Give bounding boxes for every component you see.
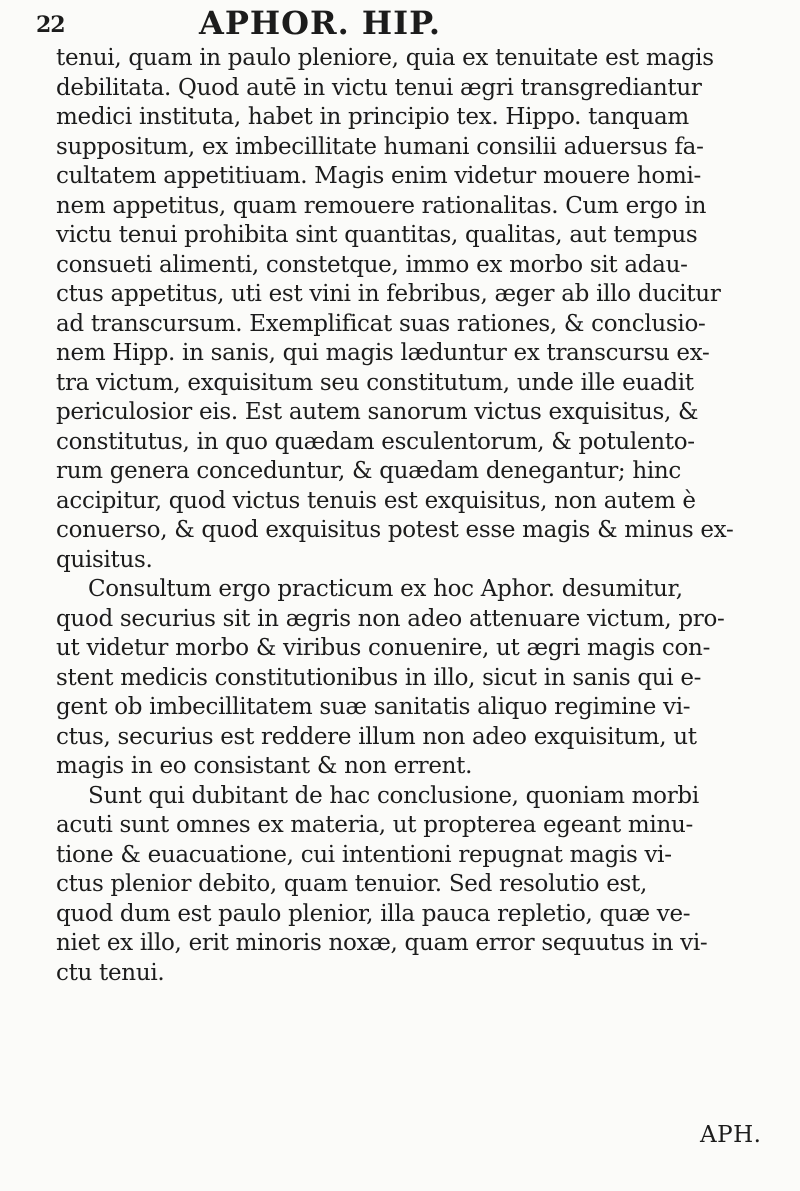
text-line: ad transcursum. Exemplificat suas rationes, & conclusio- <box>56 310 706 337</box>
text-line: ctus plenior debito, quam tenuior. Sed resolutio est, <box>56 871 647 897</box>
text-line: magis in eo consistant & non errent. <box>56 753 473 779</box>
text-line: nem Hipp. in sanis, qui magis læduntur ex transcursu ex- <box>56 340 710 366</box>
text-line: conuerso, & quod exquisitus potest esse magis & minus ex- <box>56 517 734 543</box>
text-line: ctu tenui. <box>56 959 165 986</box>
text-line: quisitus. <box>56 546 153 573</box>
text-line: cultatem appetitiuam. Magis enim videtur mouere homi- <box>56 163 702 189</box>
text-line: consueti alimenti, constetque, immo ex morbo sit adau- <box>56 251 688 278</box>
text-line: quod dum est paulo plenior, illa pauca repletio, quæ ve- <box>56 900 691 927</box>
text-line: acuti sunt omnes ex materia, ut propterea egeant minu- <box>56 812 693 838</box>
text-line: victu tenui prohibita sint quantitas, qualitas, aut tempus <box>56 222 698 248</box>
text-line: ut videtur morbo & viribus conuenire, ut ægri magis con- <box>56 635 711 661</box>
text-line: niet ex illo, erit minoris noxæ, quam error sequutus in vi- <box>56 930 708 956</box>
page-number: 22 <box>36 12 65 38</box>
text-line: stent medicis constitutionibus in illo, sicut in sanis qui e- <box>56 664 702 691</box>
text-line: quod securius sit in ægris non adeo attenuare victum, pro- <box>56 605 725 632</box>
text-line: tenui, quam in paulo pleniore, quia ex tenuitate est magis <box>56 45 714 71</box>
body-text <box>56 44 792 988</box>
text-line: nem appetitus, quam remouere rationalitas. Cum ergo in <box>56 192 707 219</box>
text-line: accipitur, quod victus tenuis est exquisitus, non autem è <box>56 487 696 514</box>
text-line: ctus, securius est reddere illum non adeo exquisitum, ut <box>56 723 697 750</box>
text-line: ctus appetitus, uti est vini in febribus, æger ab illo ducitur <box>56 281 721 307</box>
text-line: medici instituta, habet in principio tex. Hippo. tanquam <box>56 104 689 130</box>
catchword: APH. <box>700 1122 762 1148</box>
text-line: constitutus, in quo quædam esculentorum, & potulento- <box>56 428 695 455</box>
paragraph-first-line: Sunt qui dubitant de hac conclusione, quoniam morbi <box>88 782 699 809</box>
page-header <box>36 4 764 40</box>
text-line: tra victum, exquisitum seu constitutum, unde ille euadit <box>56 369 694 396</box>
text-line: periculosior eis. Est autem sanorum victus exquisitus, & <box>56 399 699 425</box>
text-line: debilitata. Quod autē in victu tenui ægri transgrediantur <box>56 74 702 101</box>
text-line: gent ob imbecillitatem suæ sanitatis aliquo regimine vi- <box>56 694 691 720</box>
text-line: suppositum, ex imbecillitate humani consilii aduersus fa- <box>56 133 704 160</box>
text-line: rum genera conceduntur, & quædam denegantur; hinc <box>56 458 682 484</box>
text-line: tione & euacuatione, cui intentioni repugnat magis vi- <box>56 841 672 868</box>
paragraph-first-line: Consultum ergo practicum ex hoc Aphor. desumitur, <box>88 576 683 602</box>
running-head: APHOR. HIP. <box>199 4 441 42</box>
